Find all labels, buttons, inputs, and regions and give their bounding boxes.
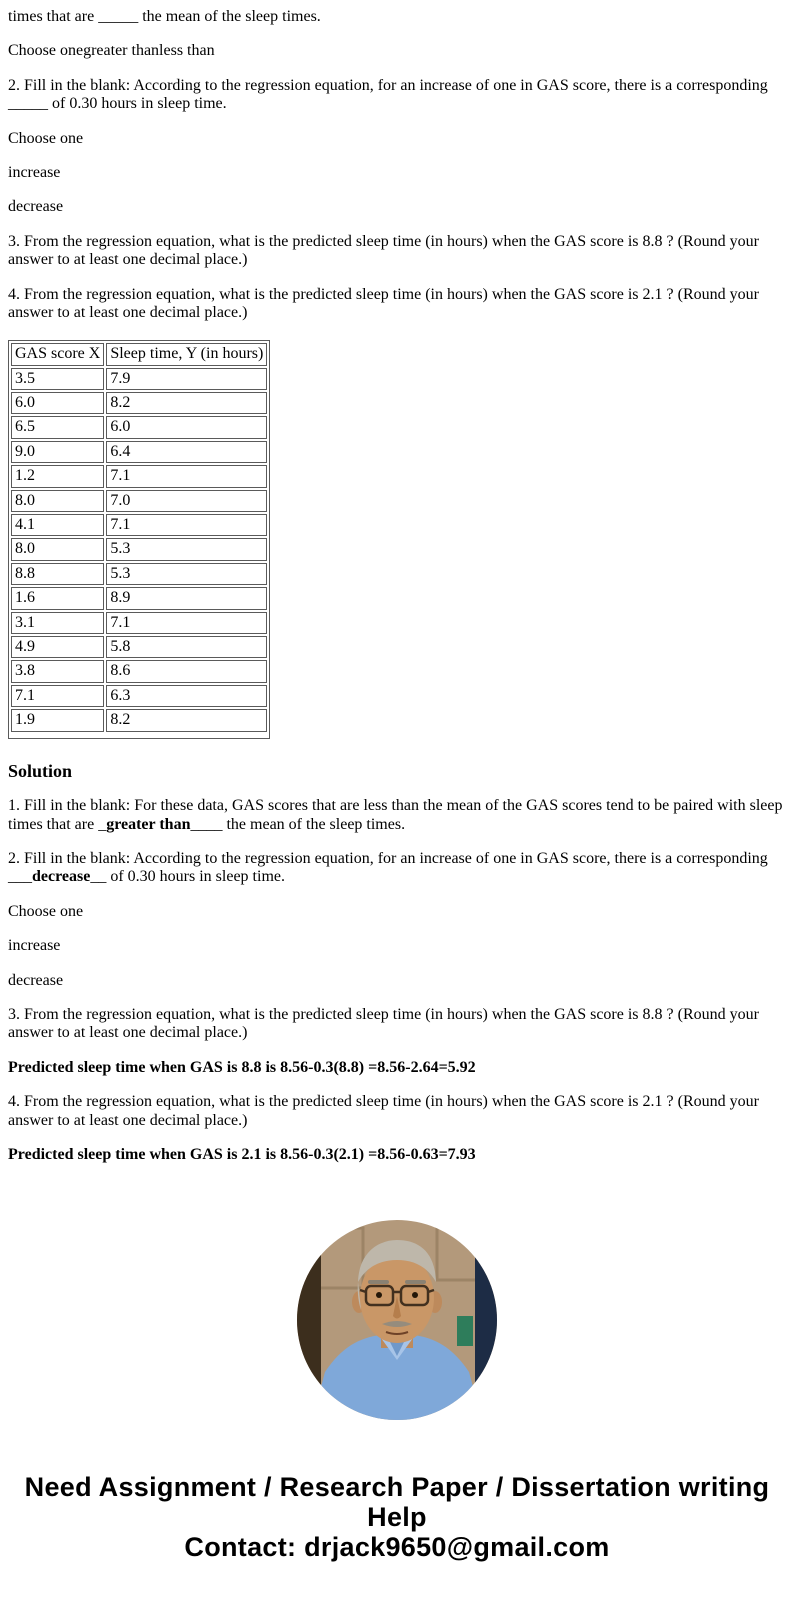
sleep-time-cell: 7.1 bbox=[106, 465, 267, 487]
question2: 2. Fill in the blank: According to the regression equation, for an increase of one in GAS score, there is a corresponding _____ of 0.30 hours in sleep time. bbox=[8, 76, 768, 113]
table-body bbox=[11, 368, 267, 732]
table-row bbox=[11, 441, 267, 463]
sleep-time-cell: 7.9 bbox=[106, 368, 267, 390]
option-decrease: decrease bbox=[8, 198, 64, 216]
table-row bbox=[11, 465, 267, 487]
gas-score-cell: 1.6 bbox=[11, 587, 104, 609]
gas-score-cell: 9.0 bbox=[11, 441, 104, 463]
table-row bbox=[11, 709, 267, 731]
solution-answer1 bbox=[8, 797, 786, 834]
gas-score-cell: 6.5 bbox=[11, 416, 104, 438]
tutor-photo-illustration bbox=[297, 1220, 497, 1420]
solution-heading: Solution bbox=[8, 760, 73, 781]
answer2-post: __ of 0.30 hours in sleep time. bbox=[90, 868, 285, 886]
answer2-pre: 2. Fill in the blank: According to the regression equation, for an increase of one in GAS score, there is a corresponding ___ bbox=[8, 850, 768, 886]
table-row bbox=[11, 636, 267, 658]
table-row bbox=[11, 490, 267, 512]
sleep-time-cell: 6.3 bbox=[106, 685, 267, 707]
table-row bbox=[11, 416, 267, 438]
sleep-time-cell: 7.1 bbox=[106, 514, 267, 536]
sleep-time-cell: 6.4 bbox=[106, 441, 267, 463]
table-row bbox=[11, 538, 267, 560]
gas-score-cell: 4.1 bbox=[11, 514, 104, 536]
banner-contact-email: Contact: drjack9650@gmail.com bbox=[184, 1532, 610, 1563]
solution-answer2 bbox=[8, 850, 786, 887]
document-page bbox=[8, 8, 786, 1562]
gas-score-cell: 6.0 bbox=[11, 392, 104, 414]
table-row bbox=[11, 660, 267, 682]
table-row bbox=[11, 392, 267, 414]
gas-score-cell: 4.9 bbox=[11, 636, 104, 658]
gas-score-cell: 3.5 bbox=[11, 368, 104, 390]
sleep-time-cell: 8.6 bbox=[106, 660, 267, 682]
sleep-time-cell: 6.0 bbox=[106, 416, 267, 438]
sleep-time-cell: 8.2 bbox=[106, 392, 267, 414]
sleep-time-cell: 8.9 bbox=[106, 587, 267, 609]
solution-answer4: Predicted sleep time when GAS is 2.1 is 8.56-0.3(2.1) =8.56-0.63=7.93 bbox=[8, 1145, 476, 1163]
table-row bbox=[11, 514, 267, 536]
table-row bbox=[11, 612, 267, 634]
table-row bbox=[11, 563, 267, 585]
solution-option-decrease: decrease bbox=[8, 971, 64, 989]
choose-one-label: Choose one bbox=[8, 129, 84, 147]
footer-banner bbox=[25, 1472, 770, 1562]
choose-one-options-inline: Choose onegreater thanless than bbox=[8, 42, 215, 60]
table-row bbox=[11, 685, 267, 707]
option-increase: increase bbox=[8, 163, 61, 181]
answer2-blank-value: decrease bbox=[32, 868, 91, 886]
table-header-row bbox=[11, 343, 267, 365]
question4: 4. From the regression equation, what is the predicted sleep time (in hours) when the GAS score is 2.1 ? (Round your answer to at least one decimal place.) bbox=[8, 285, 759, 321]
question3: 3. From the regression equation, what is the predicted sleep time (in hours) when the GAS score is 8.8 ? (Round your answer to at least one decimal place.) bbox=[8, 232, 759, 269]
column-header-sleep-time: Sleep time, Y (in hours) bbox=[106, 343, 267, 365]
solution-option-increase: increase bbox=[8, 937, 61, 955]
gas-score-cell: 1.9 bbox=[11, 709, 104, 731]
sleep-time-cell: 5.3 bbox=[106, 538, 267, 560]
solution-question4: 4. From the regression equation, what is the predicted sleep time (in hours) when the GAS score is 2.1 ? (Round your answer to at least one decimal place.) bbox=[8, 1093, 759, 1129]
answer1-blank-value: greater than bbox=[106, 815, 191, 833]
table-row bbox=[11, 587, 267, 609]
sleep-time-cell: 7.1 bbox=[106, 612, 267, 634]
sleep-time-cell: 8.2 bbox=[106, 709, 267, 731]
banner-help-text: Need Assignment / Research Paper / Dissertation writing Help bbox=[24, 1472, 770, 1533]
answer1-pre: 1. Fill in the blank: For these data, GAS scores that are less than the mean of the GAS scores tend to be paired with sleep times that are _ bbox=[8, 797, 783, 833]
column-header-gas-score: GAS score X bbox=[11, 343, 104, 365]
answer1-post: ____ the mean of the sleep times. bbox=[190, 815, 406, 833]
sleep-time-cell: 7.0 bbox=[106, 490, 267, 512]
tutor-photo bbox=[297, 1220, 497, 1420]
table-row bbox=[11, 368, 267, 390]
solution-answer3: Predicted sleep time when GAS is 8.8 is 8.56-0.3(8.8) =8.56-2.64=5.92 bbox=[8, 1058, 476, 1076]
question1-fragment: times that are _____ the mean of the sleep times. bbox=[8, 8, 321, 25]
solution-choose-one-label: Choose one bbox=[8, 902, 84, 920]
gas-score-cell: 3.8 bbox=[11, 660, 104, 682]
gas-score-cell: 8.8 bbox=[11, 563, 104, 585]
sleep-time-cell: 5.8 bbox=[106, 636, 267, 658]
gas-score-cell: 1.2 bbox=[11, 465, 104, 487]
sleep-time-cell: 5.3 bbox=[106, 563, 267, 585]
gas-score-cell: 3.1 bbox=[11, 612, 104, 634]
gas-score-cell: 8.0 bbox=[11, 538, 104, 560]
gas-score-cell: 7.1 bbox=[11, 685, 104, 707]
gas-sleep-data-table bbox=[8, 340, 270, 738]
gas-score-cell: 8.0 bbox=[11, 490, 104, 512]
solution-question3: 3. From the regression equation, what is the predicted sleep time (in hours) when the GAS score is 8.8 ? (Round your answer to at least one decimal place.) bbox=[8, 1005, 759, 1042]
